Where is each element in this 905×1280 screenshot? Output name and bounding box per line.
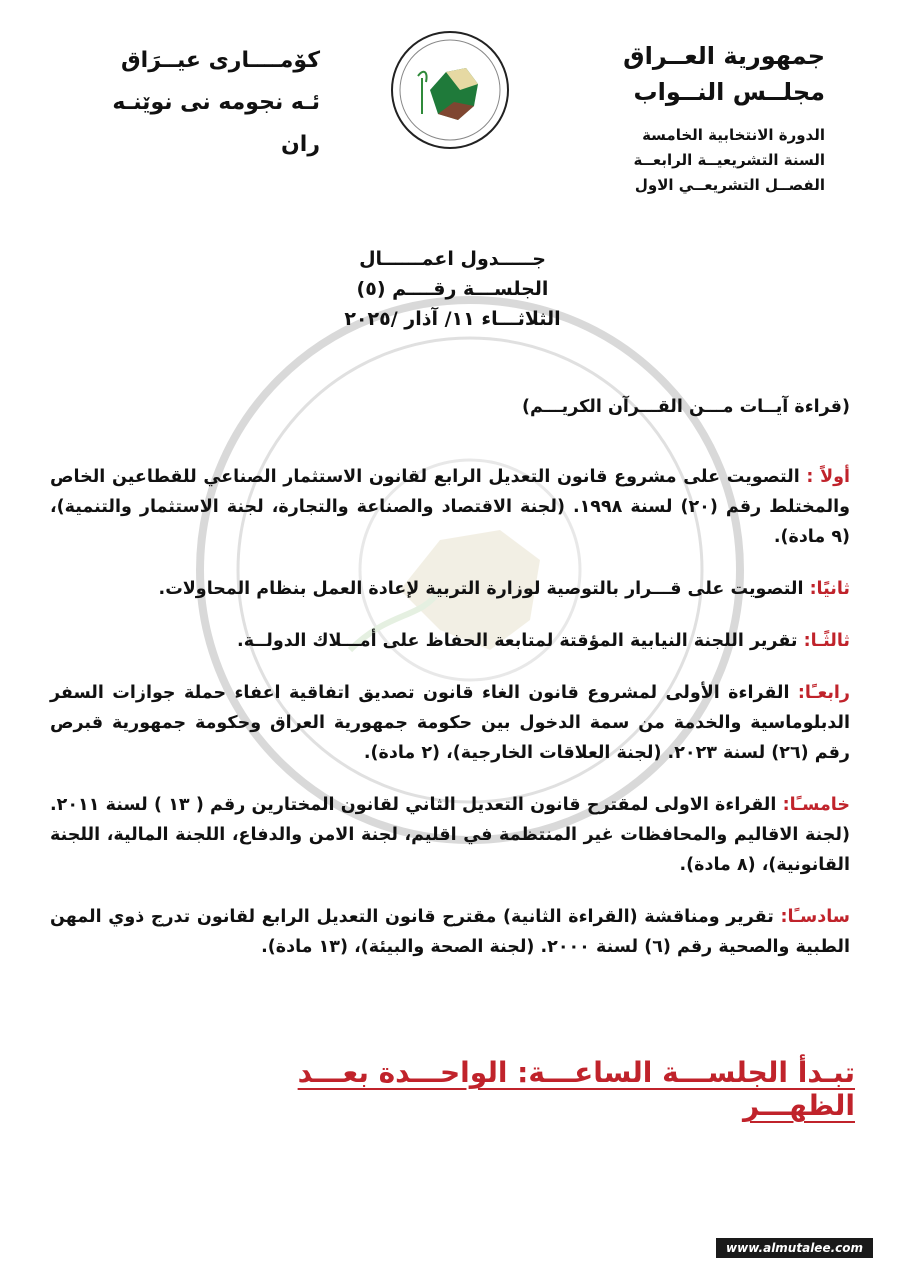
source-watermark-url: www.almutalee.com: [716, 1238, 873, 1258]
opening-recitation: (قراءة آيــات مـــن القـــرآن الكريـــم): [521, 397, 850, 417]
agenda-item-2: [50, 574, 850, 604]
council-name-kurdish: ئـه نجومه نى نوێنـه ران: [112, 90, 320, 157]
agenda-item-5: [50, 790, 850, 880]
agenda-item-6: [50, 902, 850, 962]
agenda-item-text: تقرير ومناقشة (القراءة الثانية) مقترح قانون التعديل الرابع لقانون تدرج ذوي المهن الطبية والصحية رقم (٦) لسنة ٢٠٠٠. (لجنة الصحة والبيئة)، (١٣ مادة).: [50, 907, 850, 957]
agenda-title-block: [250, 244, 655, 334]
header-right: [525, 38, 825, 197]
agenda-item-label: أولاً :: [806, 467, 851, 487]
legislative-year: السنة التشريعيــة الرابعــة: [633, 151, 825, 169]
agenda-item-label: ثالثًـا:: [803, 631, 850, 651]
agenda-item-text: القراءة الاولى لمقترح قانون التعديل الثاني لقانون المختارين رقم ( ١٣ ) لسنة ٢٠١١. (لجنة الاقاليم والمحافظات غير المنتظمة في اقليم، لجنة الامن والدفاع، اللجنة المالية، اللجنة القانونية)، (٨ مادة).: [50, 795, 850, 875]
header-left: [70, 40, 320, 166]
agenda-item-1: [50, 462, 850, 552]
session-date: الثلاثـــاء ١١/ آذار /٢٠٢٥: [344, 308, 561, 330]
agenda-item-text: القراءة الأولى لمشروع قانون الغاء قانون تصديق اتفاقية اعفاء حملة جوازات السفر الدبلوماسية والخدمة من سمة الدخول بين حكومة جمهورية العراق وحكومة جمهورية قبرص رقم (٢٦) لسنة ٢٠٢٣. (لجنة العلاقات الخارجية)، (٢ مادة).: [50, 683, 850, 763]
agenda-item-label: ثانيًا:: [809, 579, 850, 599]
agenda-item-text: التصويت على مشروع قانون التعديل الرابع لقانون الاستثمار الصناعي للقطاعين الخاص والمختلط رقم (٢٠) لسنة ١٩٩٨. (لجنة الاقتصاد والصناعة والتجارة، لجنة الاستثمار والتنمية)، (٩ مادة).: [50, 467, 850, 547]
agenda-item-label: رابعـًا:: [797, 683, 850, 703]
agenda-item-text: التصويت على قـــرار بالتوصية لوزارة التربية لإعادة العمل بنظام المحاولات.: [158, 579, 810, 599]
electoral-term: الدورة الانتخابية الخامسة: [642, 126, 825, 144]
session-number: الجلســـة رقــــم (٥): [356, 278, 549, 300]
agenda-item-label: خامسـًا:: [782, 795, 850, 815]
agenda-title: جـــــدول اعمــــــال: [359, 248, 546, 270]
agenda-item-3: [50, 626, 850, 656]
country-name-kurdish: كۆمــــارى عيــرَاق: [121, 48, 320, 73]
parliament-logo: [388, 28, 512, 152]
council-name: مجلــس النــواب: [633, 78, 825, 106]
country-name: جمهورية العــراق: [623, 42, 825, 70]
agenda-item-text: تقرير اللجنة النيابية المؤقتة لمتابعة الحفاظ على أمـــلاك الدولــة.: [237, 631, 804, 651]
session-start-time: تبـدأ الجلســـة الساعـــة: الواحـــدة بعـــد الظهـــر: [297, 1056, 855, 1122]
agenda-item-4: [50, 678, 850, 768]
agenda-item-label: سادسـًا:: [780, 907, 850, 927]
agenda-body: [50, 392, 850, 984]
legislative-session: الفصــل التشريعــي الاول: [634, 176, 825, 194]
